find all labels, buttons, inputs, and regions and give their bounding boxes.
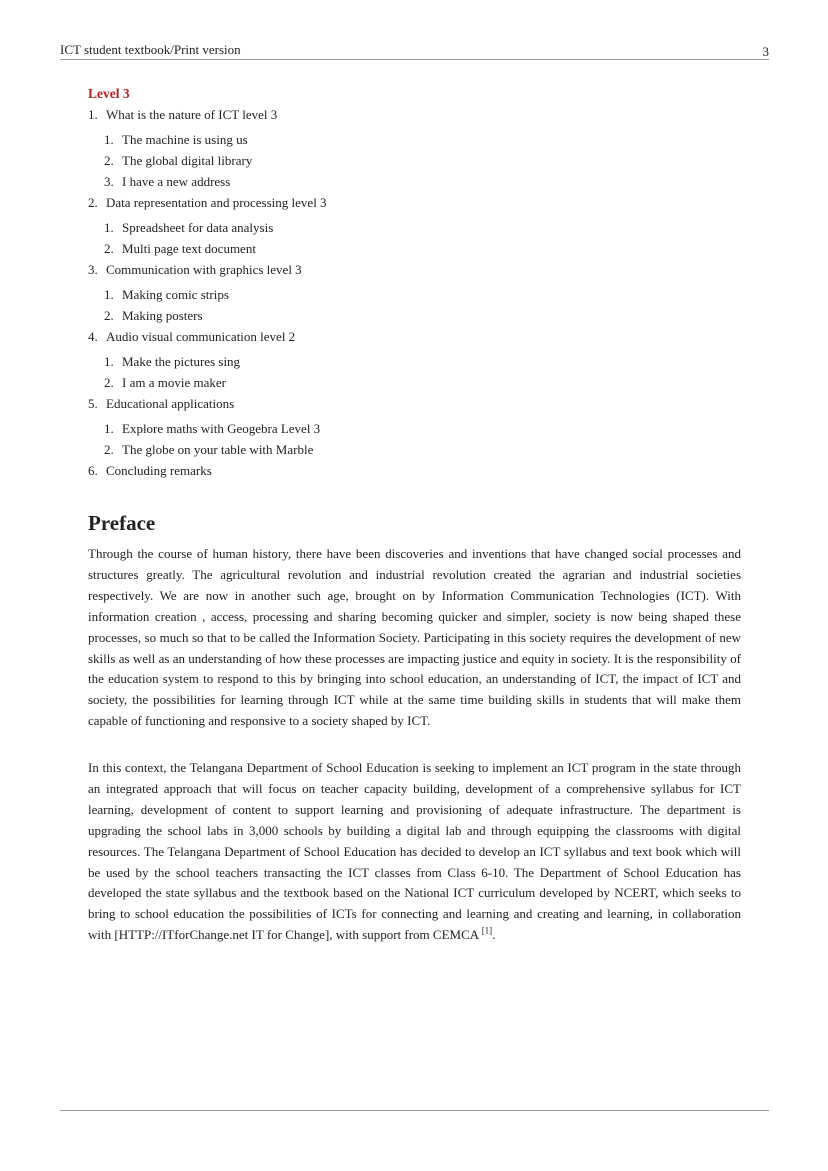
toc-subentry[interactable] [104, 305, 743, 326]
toc-entry[interactable] [88, 326, 743, 347]
toc-sublist [104, 284, 743, 326]
toc-entry[interactable] [88, 259, 743, 280]
toc-label: Data representation and processing level 3 [106, 195, 327, 210]
toc-sublabel: Multi page text document [122, 241, 256, 256]
toc-subentry[interactable] [104, 217, 743, 238]
toc-subitem [104, 372, 743, 393]
toc-sublabel: Make the pictures sing [122, 354, 241, 369]
toc-subnumber: 1. [104, 220, 114, 235]
toc-subitem [104, 171, 743, 192]
toc-entry[interactable] [88, 104, 743, 125]
toc-sublabel: The globe on your table with Marble [122, 442, 314, 457]
footnote-reference[interactable]: [1] [481, 925, 493, 936]
toc-subitem [104, 150, 743, 171]
toc-number: 4. [88, 329, 98, 344]
toc-subitem [104, 217, 743, 238]
header-divider [60, 59, 769, 60]
toc-sublist [104, 129, 743, 192]
toc-subnumber: 2. [104, 308, 114, 323]
toc-label: Communication with graphics level 3 [106, 262, 302, 277]
toc-label: Audio visual communication level 2 [106, 329, 296, 344]
toc-subitem [104, 238, 743, 259]
table-of-contents [88, 84, 743, 481]
toc-subentry[interactable] [104, 129, 743, 150]
toc-subentry[interactable] [104, 372, 743, 393]
page-number: 3 [762, 44, 769, 59]
toc-subentry[interactable] [104, 150, 743, 171]
toc-subnumber: 2. [104, 153, 114, 168]
toc-sublabel: The machine is using us [122, 132, 248, 147]
toc-number: 3. [88, 262, 98, 277]
toc-label: Educational applications [106, 396, 235, 411]
preface-paragraph-2-text: In this context, the Telangana Department of School Education is seeking to implement an ICT program in the state through an integrated approach that will focus on teacher capacity building, development of a comprehensive syllabus for ICT learning, development of content to support learning and provisioning of adequate infrastructure. The department is upgrading the school labs in 3,000 schools by building a digital lab and through equipping the classrooms with digital resources. The Telangana Department of School Education has decided to develop an ICT syllabus and text book which will be used by the school teachers transacting the ICT classes from Class 6-10. The Department of School Education has developed the state syllabus and the textbook based on the National ICT curriculum developed by NCERT, which seeks to bring to school education the possibilities of ICTs for connecting and learning and creating and learning, in collaboration with [HTTP://ITforChange.net IT for Change], with support from CEMCA [88, 760, 741, 943]
toc-item [88, 460, 743, 481]
toc-sublabel: Making comic strips [122, 287, 229, 302]
toc-subentry[interactable] [104, 171, 743, 192]
toc-entry[interactable] [88, 460, 743, 481]
toc-subentry[interactable] [104, 238, 743, 259]
toc-sublabel: I am a movie maker [122, 375, 226, 390]
toc-item [88, 259, 743, 326]
toc-subitem [104, 439, 743, 460]
toc-subentry[interactable] [104, 439, 743, 460]
toc-subnumber: 2. [104, 442, 114, 457]
document-title: ICT student textbook/Print version [60, 42, 241, 57]
preface-heading: Preface [88, 511, 156, 535]
toc-number: 6. [88, 463, 98, 478]
paragraph-end: . [492, 927, 496, 943]
preface-paragraph-2 [88, 758, 741, 946]
toc-item [88, 393, 743, 460]
toc-sublabel: The global digital library [122, 153, 253, 168]
toc-sublabel: Explore maths with Geogebra Level 3 [122, 421, 321, 436]
toc-item [88, 104, 743, 192]
toc-subentry[interactable] [104, 418, 743, 439]
preface-paragraph-1: Through the course of human history, there have been discoveries and inventions that have changed social processes and structures greatly. The agricultural revolution and industrial revolution created the agrarian and industrial societies respectively. We are now in another such age, brought on by Information Communication Technologies (ICT). With information creation , access, processing and sharing becoming quicker and simpler, society is now being shaped these processes, so much so that to be called the Information Society. Participating in this society requires the development of new skills as well as an understanding of how these processes are impacting justice and equity in society. It is the responsibility of the education system to respond to this by bringing into school education, an understanding of ICT, the impact of ICT and society, the possibilities for learning through ICT while at the same time building skills in students that will make them capable of functioning and responsive to a society shaped by ICT. [88, 546, 741, 729]
level-heading: Level 3 [88, 86, 130, 101]
toc-subnumber: 1. [104, 421, 114, 436]
toc-subnumber: 3. [104, 174, 114, 189]
toc-sublist [104, 351, 743, 393]
toc-subnumber: 1. [104, 132, 114, 147]
toc-entry[interactable] [88, 192, 743, 213]
toc-number: 5. [88, 396, 98, 411]
toc-sublist [104, 418, 743, 460]
page-header [60, 40, 769, 60]
toc-subnumber: 1. [104, 287, 114, 302]
toc-subentry[interactable] [104, 351, 743, 372]
toc-label: What is the nature of ICT level 3 [106, 107, 278, 122]
toc-subitem [104, 129, 743, 150]
toc-sublabel: Making posters [122, 308, 203, 323]
toc-subitem [104, 305, 743, 326]
footer-divider [60, 1110, 769, 1111]
toc-subitem [104, 351, 743, 372]
toc-sublabel: I have a new address [122, 174, 231, 189]
toc-subitem [104, 418, 743, 439]
toc-label: Concluding remarks [106, 463, 212, 478]
toc-subitem [104, 284, 743, 305]
toc-subnumber: 1. [104, 354, 114, 369]
toc-subnumber: 2. [104, 375, 114, 390]
toc-subentry[interactable] [104, 284, 743, 305]
toc-number: 2. [88, 195, 98, 210]
toc-item [88, 192, 743, 259]
toc-subnumber: 2. [104, 241, 114, 256]
toc-number: 1. [88, 107, 98, 122]
toc-entry[interactable] [88, 393, 743, 414]
toc-sublabel: Spreadsheet for data analysis [122, 220, 274, 235]
toc-sublist [104, 217, 743, 259]
toc-item [88, 326, 743, 393]
toc-list [88, 104, 743, 481]
